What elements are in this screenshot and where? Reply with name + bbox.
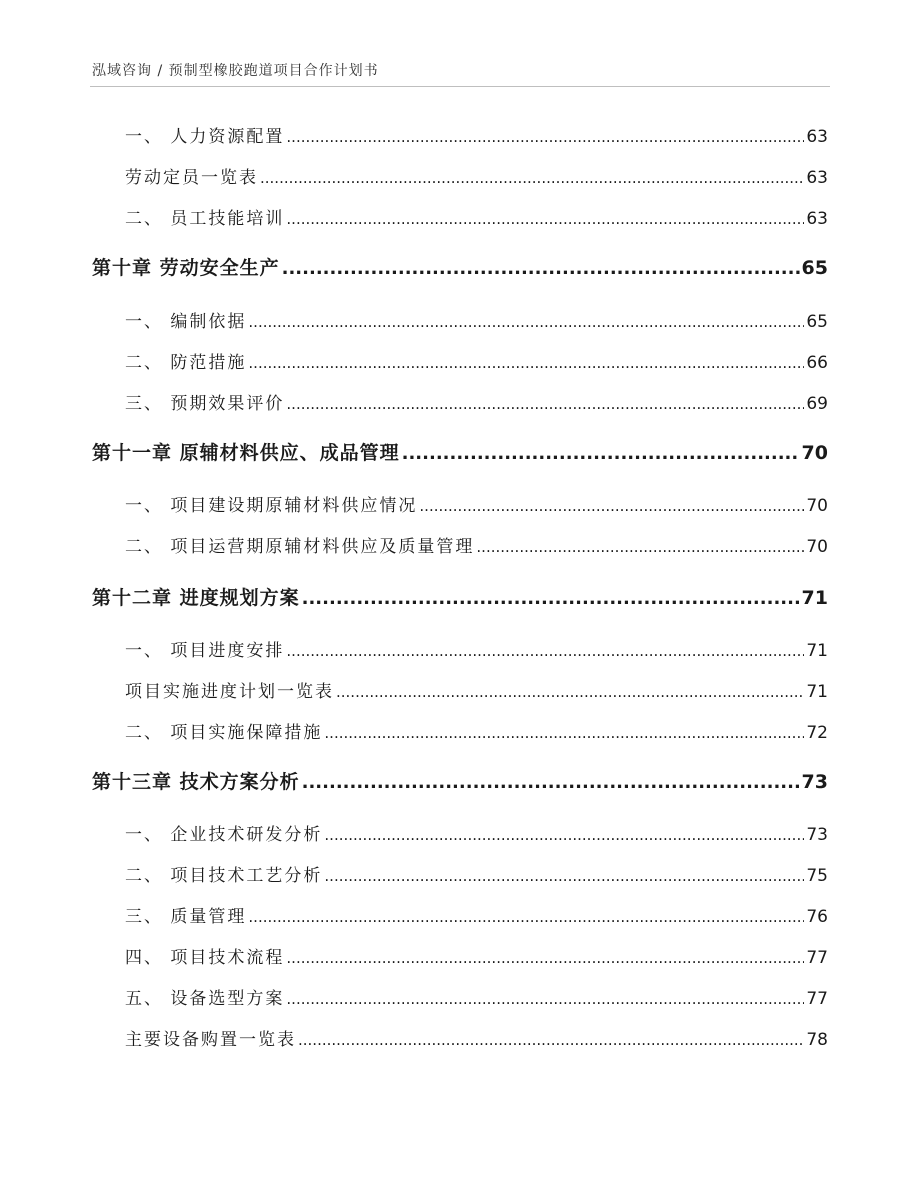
toc-entry-label: 一、 编制依据 [125,312,247,332]
toc-leader-dots [402,443,800,464]
toc-leader-dots [286,990,804,1008]
toc-entry-page: 63 [806,209,828,229]
toc-entry-label: 主要设备购置一览表 [125,1030,296,1050]
toc-chapter-entry[interactable] [92,583,828,611]
toc-entry[interactable] [125,204,828,228]
toc-entry[interactable] [125,902,828,926]
toc-entry-page: 73 [806,825,828,845]
toc-entry-label: 一、 项目进度安排 [125,641,285,661]
toc-chapter-page: 70 [801,442,828,464]
toc-entry-page: 65 [806,312,828,332]
toc-entry-label: 三、 质量管理 [125,907,247,927]
toc-entry[interactable] [125,389,828,413]
toc-entry-label: 二、 项目技术工艺分析 [125,866,323,886]
toc-leader-dots [476,538,804,556]
toc-leader-dots [286,395,804,413]
toc-entry-page: 63 [806,168,828,188]
toc-leader-dots [248,313,804,331]
toc-leader-dots [282,258,800,279]
toc-entry[interactable] [125,677,828,701]
toc-entry-page: 63 [806,127,828,147]
toc-chapter-label: 第十章 劳动安全生产 [92,257,280,279]
toc-chapter-page: 73 [801,771,828,793]
toc-entry-page: 70 [806,496,828,516]
toc-chapter-entry[interactable] [92,767,828,795]
toc-leader-dots [248,354,804,372]
toc-entry[interactable] [125,163,828,187]
toc-leader-dots [324,867,804,885]
toc-entry-label: 三、 预期效果评价 [125,394,285,414]
toc-entry[interactable] [125,636,828,660]
toc-leader-dots [302,772,800,793]
document-header: 泓域咨询 / 预制型橡胶跑道项目合作计划书 [92,63,379,79]
toc-entry[interactable] [125,820,828,844]
header-divider [90,86,830,87]
toc-entry-page: 71 [806,641,828,661]
toc-leader-dots [324,826,804,844]
toc-entry-page: 76 [806,907,828,927]
toc-entry-page: 70 [806,537,828,557]
toc-entry-label: 二、 员工技能培训 [125,209,285,229]
toc-entry[interactable] [125,943,828,967]
toc-entry-page: 72 [806,723,828,743]
toc-entry-label: 一、 企业技术研发分析 [125,825,323,845]
toc-leader-dots [286,210,804,228]
toc-entry[interactable] [125,718,828,742]
toc-entry-page: 75 [806,866,828,886]
toc-entry-page: 77 [806,989,828,1009]
toc-entry-label: 项目实施进度计划一览表 [125,682,334,702]
toc-chapter-label: 第十三章 技术方案分析 [92,771,300,793]
toc-entry-label: 一、 人力资源配置 [125,127,285,147]
toc-chapter-label: 第十一章 原辅材料供应、成品管理 [92,442,400,464]
toc-leader-dots [286,949,804,967]
toc-entry[interactable] [125,491,828,515]
toc-chapter-page: 71 [801,587,828,609]
toc-entry[interactable] [125,307,828,331]
toc-entry[interactable] [125,861,828,885]
toc-chapter-entry[interactable] [92,253,828,281]
toc-entry-page: 77 [806,948,828,968]
toc-entry-label: 二、 防范措施 [125,353,247,373]
toc-entry[interactable] [125,984,828,1008]
toc-entry-label: 二、 项目实施保障措施 [125,723,323,743]
toc-entry-page: 69 [806,394,828,414]
toc-entry-page: 78 [806,1030,828,1050]
toc-entry[interactable] [125,122,828,146]
toc-chapter-entry[interactable] [92,438,828,466]
toc-chapter-page: 65 [801,257,828,279]
toc-entry[interactable] [125,348,828,372]
toc-leader-dots [419,497,804,515]
toc-entry-label: 一、 项目建设期原辅材料供应情况 [125,496,418,516]
toc-chapter-label: 第十二章 进度规划方案 [92,587,300,609]
toc-leader-dots [302,588,800,609]
toc-entry[interactable] [125,532,828,556]
toc-leader-dots [248,908,804,926]
toc-entry-page: 66 [806,353,828,373]
toc-leader-dots [298,1031,804,1049]
toc-entry-label: 四、 项目技术流程 [125,948,285,968]
toc-leader-dots [286,642,804,660]
toc-leader-dots [336,683,804,701]
toc-entry-label: 劳动定员一览表 [125,168,258,188]
toc-leader-dots [324,724,804,742]
toc-entry-label: 二、 项目运营期原辅材料供应及质量管理 [125,537,475,557]
toc-entry-label: 五、 设备选型方案 [125,989,285,1009]
toc-entry[interactable] [125,1025,828,1049]
toc-entry-page: 71 [806,682,828,702]
toc-leader-dots [286,128,804,146]
toc-leader-dots [260,169,804,187]
